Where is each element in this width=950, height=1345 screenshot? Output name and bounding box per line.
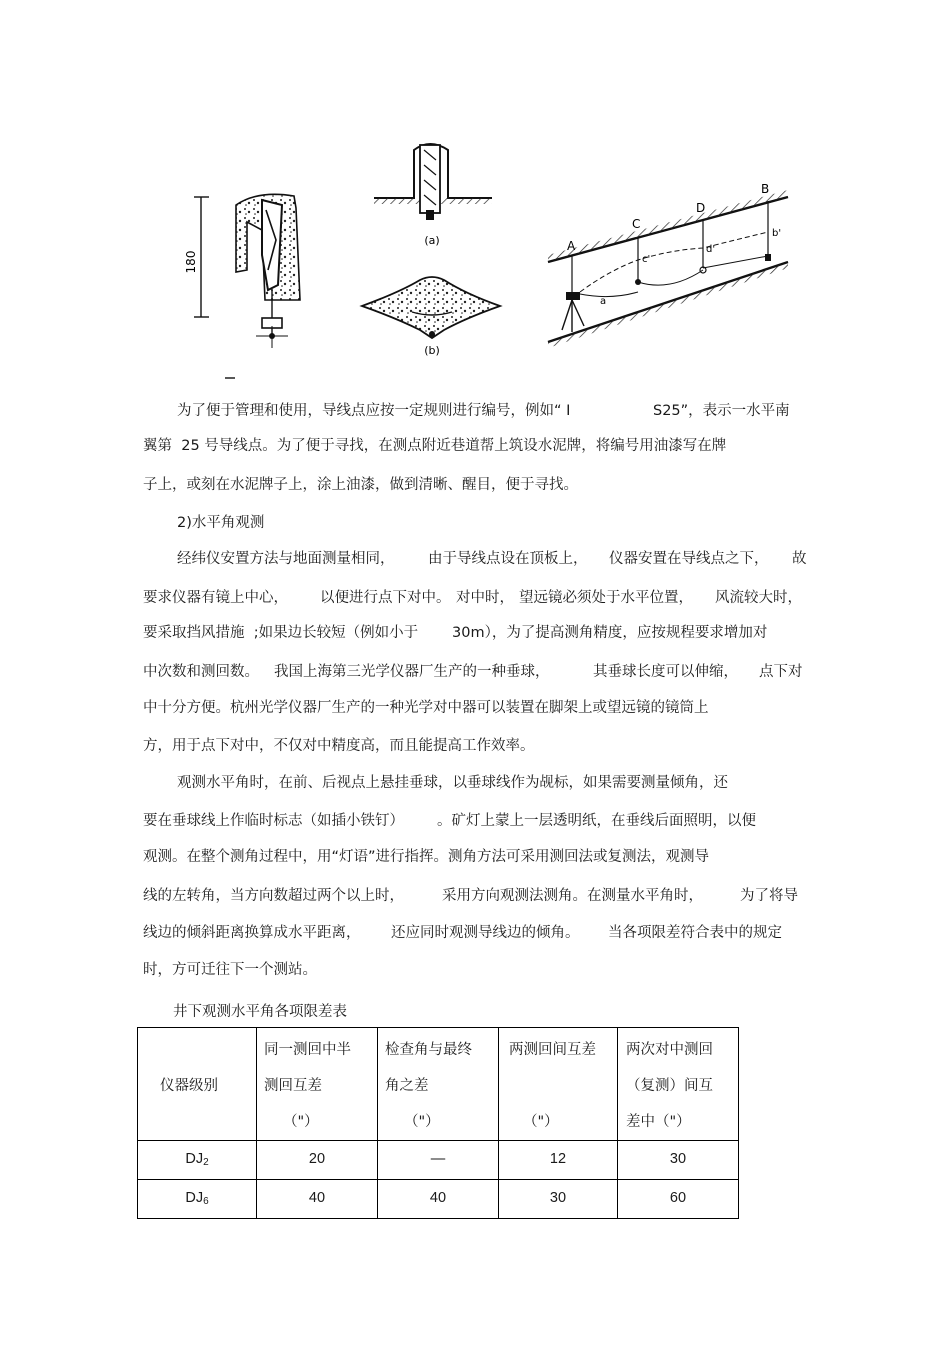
tunnel-traverse-figure bbox=[548, 182, 788, 348]
point-b-small-label: b' bbox=[772, 228, 782, 239]
point-o-label: a bbox=[600, 296, 607, 307]
paragraph-2-line-2: 要求仪器有镜上中心， 以便进行点下对中。 对中时， 望远镜必须处于水平位置， 风流较大时， bbox=[143, 590, 802, 606]
cell-value: 40 bbox=[378, 1180, 499, 1219]
paragraph-1-line-1: 为了便于管理和使用，导线点应按一定规则进行编号，例如“ I S25”，表示一水平南 bbox=[177, 403, 790, 419]
point-c-label: C bbox=[632, 217, 641, 231]
point-d-small-label: d' bbox=[706, 244, 716, 255]
paragraph-1-line-3: 子上，或刻在水泥牌子上，涂上油漆，做到清晰、醒目，便于寻找。 bbox=[143, 477, 578, 493]
cell-value: 30 bbox=[618, 1141, 739, 1180]
paragraph-2-line-6: 方，用于点下对中，不仅对中精度高，而且能提高工作效率。 bbox=[143, 738, 535, 754]
tolerance-table bbox=[137, 1027, 739, 1219]
header-round-diff: 两测回间互差 （"） bbox=[499, 1028, 618, 1141]
point-d-label: D bbox=[696, 201, 706, 215]
figure-b-cone bbox=[362, 277, 500, 357]
header-check-angle-diff: 检查角与最终 角之差 （"） bbox=[378, 1028, 499, 1141]
point-a-label: A bbox=[567, 239, 576, 253]
illustration-area bbox=[0, 0, 950, 390]
paragraph-2-line-5: 中十分方便。杭州光学仪器厂生产的一种光学对中器可以装置在脚架上或望远镜的镜筒上 bbox=[143, 700, 709, 716]
figure-a-label: (a) bbox=[424, 234, 440, 247]
paragraph-2-line-4: 中次数和测回数。 我国上海第三光学仪器厂生产的一种垂球， 其垂球长度可以伸缩， 点下对 bbox=[143, 664, 803, 680]
cell-value: 12 bbox=[499, 1141, 618, 1180]
header-centering-diff: 两次对中测回 （复测）间互 差中（"） bbox=[618, 1028, 739, 1141]
cell-grade: $DJ_2$ bbox=[138, 1141, 257, 1180]
header-half-round-diff: 同一测回中半 测回互差 （"） bbox=[257, 1028, 378, 1141]
header-grade: 仪器级别 bbox=[138, 1028, 257, 1141]
table-caption: 井下观测水平角各项限差表 bbox=[173, 1004, 347, 1020]
table-row bbox=[138, 1141, 739, 1180]
paragraph-3-line-3: 观测。在整个测角过程中，用“灯语”进行指挥。测角方法可采用测回法或复测法，观测导 bbox=[143, 849, 710, 865]
paragraph-1-line-2: 翼第 25 号导线点。为了便于寻找，在测点附近巷道帮上筑设水泥牌，将编号用油漆写在牌 bbox=[143, 438, 727, 454]
figure-b-label: (b) bbox=[424, 344, 440, 357]
wall-benchmark-figure bbox=[184, 194, 300, 378]
paragraph-3-line-2: 要在垂球线上作临时标志（如插小铁钉） 。矿灯上蒙上一层透明纸，在垂线后面照明，以便 bbox=[143, 813, 756, 829]
point-c-small-label: c' bbox=[642, 254, 651, 265]
figure-a-ceiling-point bbox=[374, 144, 492, 247]
cell-value: 40 bbox=[257, 1180, 378, 1219]
section-heading: 2)水平角观测 bbox=[177, 515, 265, 531]
cell-value: 20 bbox=[257, 1141, 378, 1180]
table-row bbox=[138, 1180, 739, 1219]
point-b-label: B bbox=[761, 182, 770, 196]
cell-value: 30 bbox=[499, 1180, 618, 1219]
paragraph-3-line-4: 线的左转角，当方向数超过两个以上时， 采用方向观测法测角。在测量水平角时， 为了将导 bbox=[143, 888, 798, 904]
paragraph-2-line-1: 经纬仪安置方法与地面测量相同， 由于导线点设在顶板上， 仪器安置在导线点之下， 故 bbox=[177, 551, 807, 567]
paragraph-3-line-6: 时，方可迁往下一个测站。 bbox=[143, 962, 317, 978]
paragraph-3-line-1: 观测水平角时，在前、后视点上悬挂垂球，以垂球线作为觇标，如果需要测量倾角，还 bbox=[177, 775, 728, 791]
dimension-label: 180 bbox=[184, 250, 198, 274]
cell-value: — bbox=[378, 1141, 499, 1180]
cell-grade: $DJ_6$ bbox=[138, 1180, 257, 1219]
paragraph-3-line-5: 线边的倾斜距离换算成水平距离， 还应同时观测导线边的倾角。 当各项限差符合表中的规定 bbox=[143, 925, 782, 941]
cell-value: 60 bbox=[618, 1180, 739, 1219]
table-header-row bbox=[138, 1028, 739, 1141]
paragraph-2-line-3: 要采取挡风措施 ;如果边长较短（例如小于 30m），为了提高测角精度，应按规程要求增加对 bbox=[143, 625, 768, 641]
